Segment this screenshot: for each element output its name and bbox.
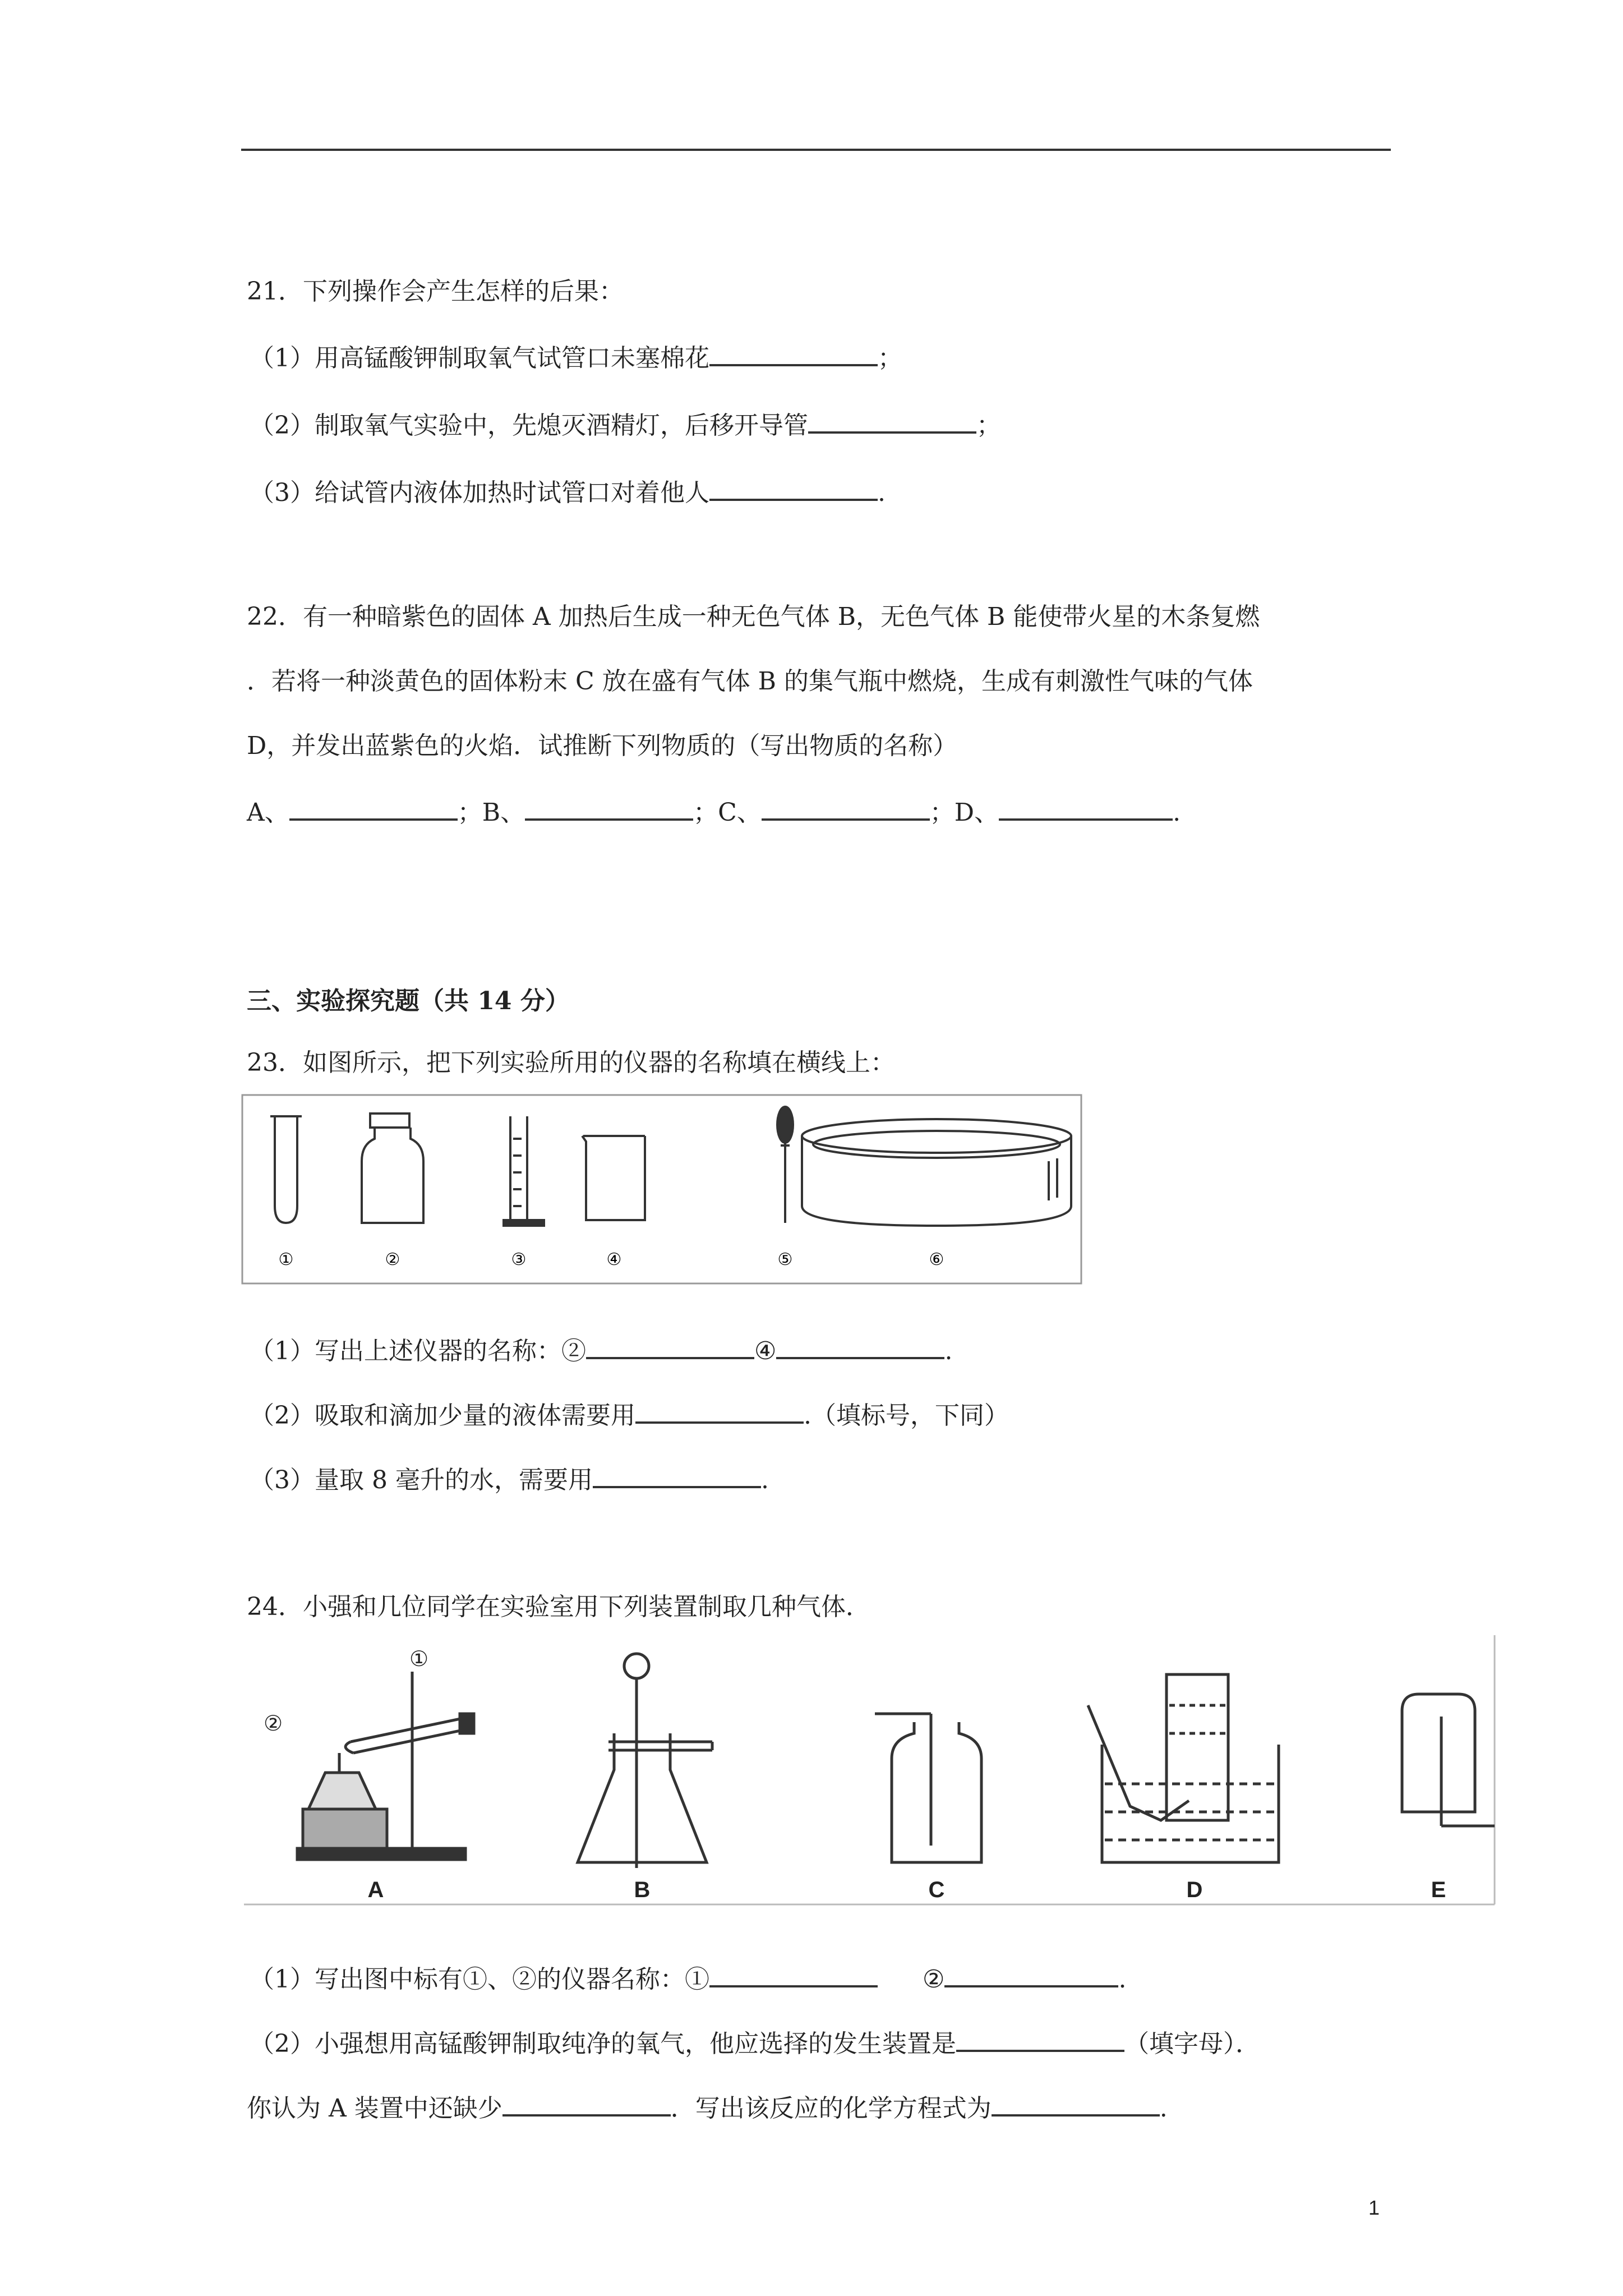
- q22-label-b: ；B、: [457, 798, 525, 827]
- q23-part2-blank[interactable]: [635, 1397, 804, 1424]
- q23-part2-text: （2）吸取和滴加少量的液体需要用: [250, 1401, 635, 1430]
- q24-label-d: D: [1186, 1878, 1203, 1902]
- section3-title: 三、实验探究题（共 14 分）: [247, 987, 570, 1015]
- q22-end: .: [1173, 798, 1181, 827]
- q22-line2: ．若将一种淡黄色的固体粉末 C 放在盛有气体 B 的集气瓶中燃烧，生成有刺激性气味的气体: [247, 667, 1253, 696]
- q23-part1-mid: ④: [754, 1337, 777, 1365]
- flask-apparatus-b: [578, 1654, 712, 1868]
- q23-instruments-figure: [241, 1094, 1082, 1285]
- q22-label-a: A、: [247, 798, 289, 827]
- q21-part3-blank[interactable]: [709, 474, 878, 501]
- q24-label-c: C: [928, 1878, 945, 1902]
- q24-label-a: A: [367, 1878, 384, 1902]
- q21-part1-text: （1）用高锰酸钾制取氧气试管口未塞棉花: [250, 344, 709, 372]
- q24-callout-1: ①: [409, 1648, 429, 1671]
- q23-part3-blank[interactable]: [593, 1461, 761, 1488]
- q22-answers: [247, 794, 1181, 830]
- q23-label-1: ①: [278, 1250, 294, 1269]
- q24-callout-2: ②: [264, 1712, 283, 1736]
- q22-label-d: ；D、: [929, 798, 999, 827]
- q23-part3-end: .: [760, 1466, 769, 1494]
- q23-part1-end: .: [944, 1337, 953, 1365]
- q23-label-5: ⑤: [777, 1250, 793, 1269]
- q24-title: 24．小强和几位同学在实验室用下列装置制取几种气体．: [247, 1593, 870, 1621]
- q24-part3: [247, 2090, 1168, 2125]
- gas-bottle-c: [875, 1714, 981, 1862]
- q21-part2: [250, 407, 1001, 443]
- water-displacement-d: [1088, 1674, 1279, 1862]
- q24-part3-text: 你认为 A 装置中还缺少: [247, 2094, 502, 2123]
- q22-line3: D，并发出蓝紫色的火焰．试推断下列物质的（写出物质的名称）: [247, 731, 958, 760]
- q21-title: 21．下列操作会产生怎样的后果：: [247, 277, 624, 306]
- q22-line1: 22．有一种暗紫色的固体 A 加热后生成一种无色气体 B，无色气体 B 能使带火星的木条复燃: [247, 602, 1260, 631]
- q24-part1-mid: ②: [923, 1965, 945, 1994]
- q21-part3-end: .: [878, 478, 886, 507]
- q23-part2: [250, 1397, 1009, 1433]
- q24-part2-end: （填字母）．: [1124, 2030, 1260, 2058]
- q23-part1-text: （1）写出上述仪器的名称：②: [250, 1337, 586, 1365]
- q21-part1: [250, 339, 902, 375]
- gas-bottle-e: [1402, 1694, 1495, 1826]
- heating-apparatus-a: [264, 1648, 474, 1860]
- q24-part3-blank-2[interactable]: [992, 2090, 1160, 2116]
- q24-part1-end: .: [1118, 1965, 1127, 1994]
- q24-label-b: B: [634, 1878, 651, 1902]
- q24-part2-text: （2）小强想用高锰酸钾制取纯净的氧气，他应选择的发生装置是: [250, 2030, 956, 2058]
- q23-title: 23．如图所示，把下列实验所用的仪器的名称填在横线上：: [247, 1048, 895, 1077]
- q23-label-2: ②: [385, 1250, 400, 1269]
- q23-part3: [250, 1461, 769, 1497]
- q21-part2-end: ；: [976, 411, 1001, 440]
- q23-label-3: ③: [511, 1250, 527, 1269]
- q24-apparatus-figure: [241, 1632, 1497, 1918]
- q21-part2-blank[interactable]: [808, 407, 976, 434]
- q23-part1-blank-4[interactable]: [776, 1332, 944, 1359]
- q23-part1-blank-2[interactable]: [586, 1332, 754, 1359]
- q24-part3-mid: ．写出该反应的化学方程式为: [670, 2094, 992, 2123]
- q24-label-e: E: [1431, 1878, 1446, 1902]
- q22-blank-a[interactable]: [289, 794, 458, 821]
- q21-part3-text: （3）给试管内液体加热时试管口对着他人: [250, 478, 709, 507]
- q21-part1-end: ；: [878, 344, 902, 372]
- q21-part1-blank[interactable]: [709, 339, 878, 366]
- q24-part1-blank-2[interactable]: [944, 1961, 1118, 1987]
- q24-part1: [250, 1961, 1126, 1996]
- q23-label-6: ⑥: [929, 1250, 944, 1269]
- q21-part3: [250, 474, 886, 510]
- q24-part2-blank[interactable]: [956, 2025, 1124, 2052]
- q22-label-c: ；C、: [693, 798, 762, 827]
- q23-part3-text: （3）量取 8 毫升的水，需要用: [250, 1466, 593, 1494]
- q21-part2-text: （2）制取氧气实验中，先熄灭酒精灯，后移开导管: [250, 411, 808, 440]
- q22-blank-c[interactable]: [762, 794, 930, 821]
- page-number: 1: [1368, 2196, 1380, 2219]
- q23-part1: [250, 1332, 952, 1368]
- q24-part3-blank-1[interactable]: [502, 2090, 671, 2116]
- q24-part1-text: （1）写出图中标有①、②的仪器名称：①: [250, 1965, 709, 1994]
- header-rule: [241, 149, 1391, 151]
- q23-label-4: ④: [606, 1250, 622, 1269]
- q22-blank-b[interactable]: [525, 794, 693, 821]
- q24-part2: [250, 2025, 1260, 2061]
- q22-blank-d[interactable]: [999, 794, 1173, 821]
- q24-part3-end: .: [1159, 2094, 1168, 2123]
- q24-part1-blank-1[interactable]: [709, 1961, 878, 1987]
- q23-part2-end: .（填标号，下同）: [804, 1401, 1009, 1430]
